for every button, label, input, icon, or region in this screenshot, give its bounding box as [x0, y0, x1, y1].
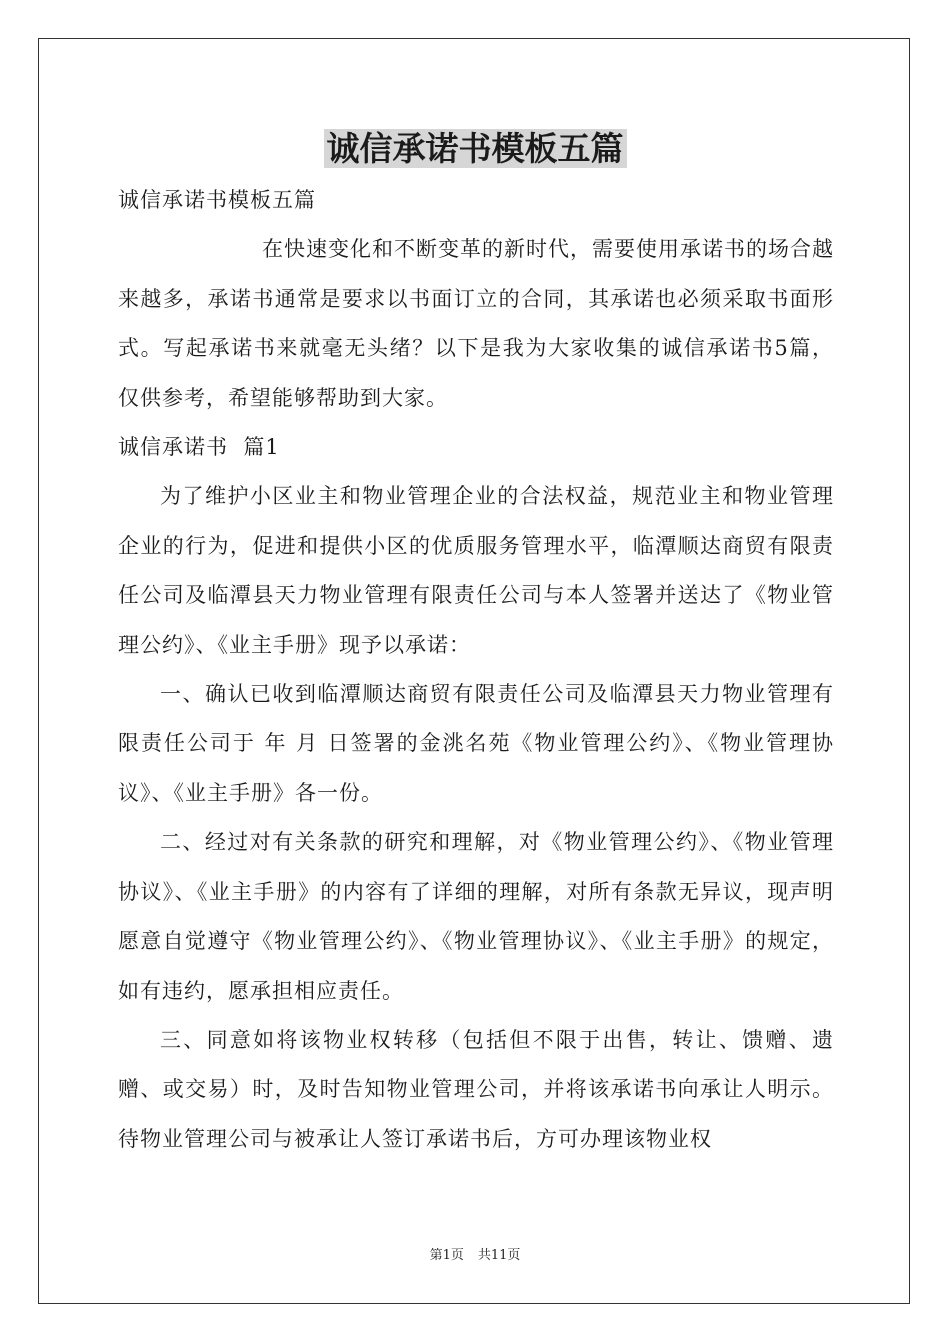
- body-paragraph: 为了维护小区业主和物业管理企业的合法权益，规范业主和物业管理企业的行为，促进和提供小区的优质服务管理水平，临潭顺达商贸有限责任公司及临潭县天力物业管理有限责任公司与本人签署并送达了《物业管理公约》、《业主手册》现予以承诺：: [118, 484, 834, 657]
- section-heading: 诚信承诺书 篇1: [118, 435, 280, 460]
- page-total: 共11页: [477, 1248, 521, 1263]
- body-paragraph: 二、经过对有关条款的研究和理解，对《物业管理公约》、《物业管理协议》、《业主手册》的内容有了详细的理解，对所有条款无异议，现声明愿意自觉遵守《物业管理公约》、《物业管理协议》、《业主手册》的规定，如有违约，愿承担相应责任。: [118, 830, 834, 1003]
- document-title: 诚信承诺书模板五篇: [0, 124, 950, 174]
- intro-paragraph: 在快速变化和不断变革的新时代，需要使用承诺书的场合越来越多，承诺书通常是要求以书面订立的合同，其承诺也必须采取书面形式。写起承诺书来就毫无头绪？以下是我为大家收集的诚信承诺书5篇，仅供参考，希望能够帮助到大家。: [118, 237, 834, 410]
- document-body: [118, 176, 834, 1164]
- body-paragraph: 三、同意如将该物业权转移（包括但不限于出售，转让、馈赠、遗赠、或交易）时，及时告知物业管理公司，并将该承诺书向承让人明示。待物业管理公司与被承让人签订承诺书后，方可办理该物业权: [118, 1027, 834, 1151]
- document-subtitle: 诚信承诺书模板五篇: [118, 188, 316, 212]
- body-paragraph: 一、确认已收到临潭顺达商贸有限责任公司及临潭县天力物业管理有限责任公司于 年 月 日签署的金洮名苑《物业管理公约》、《物业管理协议》、《业主手册》各一份。: [118, 682, 834, 805]
- page-footer: [0, 1244, 950, 1263]
- page-number: 第1页: [429, 1248, 464, 1263]
